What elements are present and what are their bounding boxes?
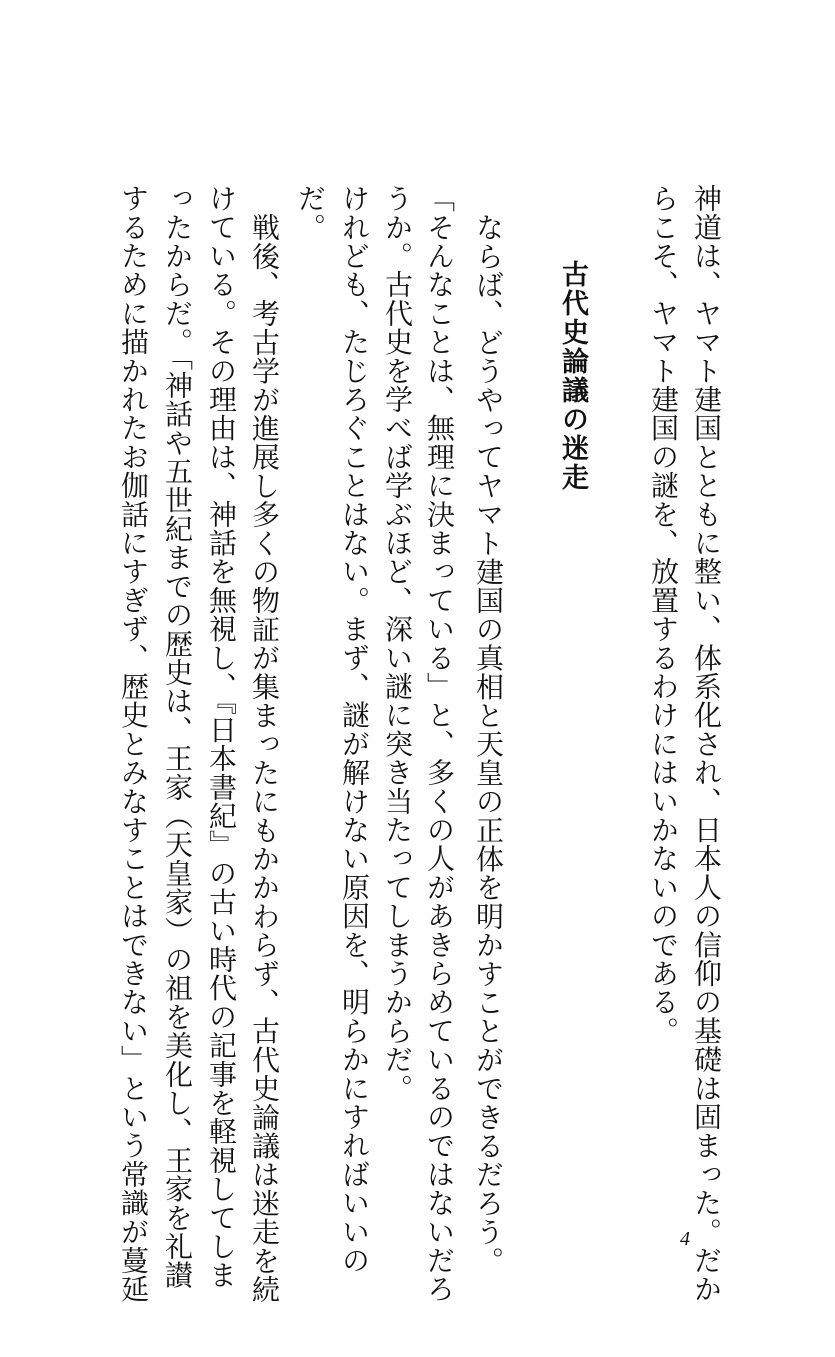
section-heading: 古代史論議の迷走	[557, 260, 588, 492]
text-line-7: だ。	[294, 184, 327, 242]
text-line-1: 神道は、ヤマト建国とともに整い、体系化され、日本人の信仰の基礎は固まった。だか	[690, 184, 723, 1304]
text-line-3: ならば、どうやってヤマト建国の真相と天皇の正体を明かすことができるだろう。	[472, 213, 505, 1275]
text-line-9: けている。その理由は、神話を無視し、『日本書紀』の古い時代の記事を軽視してしま	[205, 184, 238, 1290]
text-line-6: けれども、たじろぐことはない。まず、謎が解けない原因を、明らかにすればいいの	[338, 184, 371, 1275]
page-number: 4	[680, 1228, 690, 1250]
text-line-8: 戦後、考古学が進展し多くの物証が集まったにもかかわらず、古代史論議は迷走を続	[248, 213, 281, 1304]
text-line-4: 「そんなことは、無理に決まっている」と、多くの人があきらめているのではないだろ	[423, 184, 456, 1304]
text-line-10: ったからだ。「神話や五世紀までの歴史は、王家（天皇家）の祖を美化し、王家を礼讃	[161, 184, 194, 1290]
text-line-5: うか。古代史を学べば学ぶほど、深い謎に突き当たってしまうからだ。	[381, 184, 414, 1103]
text-line-2: らこそ、ヤマト建国の謎を、放置するわけにはいかないのである。	[647, 184, 680, 1045]
text-line-11: するために描かれたお伽話にすぎず、歴史とみなすことはできない」という常識が蔓延	[117, 184, 150, 1304]
